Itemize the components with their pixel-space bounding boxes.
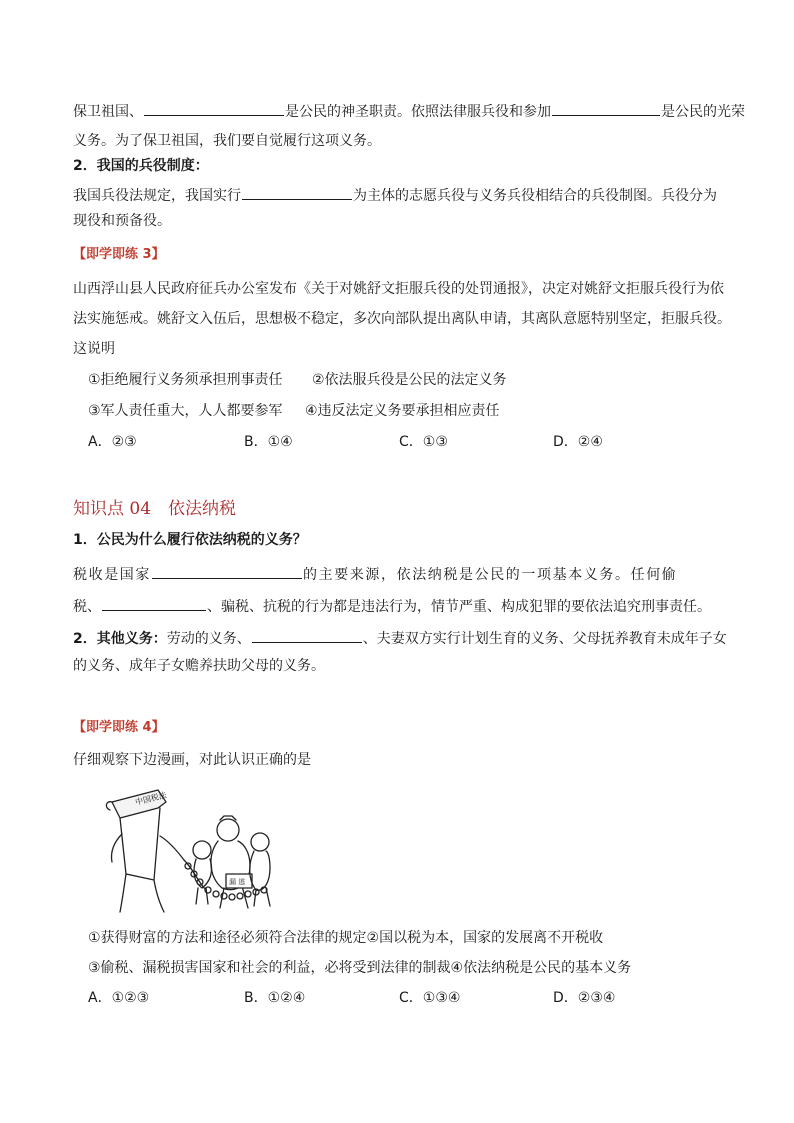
fill-blank[interactable] <box>552 100 660 116</box>
text: 税收是国家 <box>73 567 151 583</box>
question-stem: 法实施惩戒。姚舒文入伍后，思想极不稳定，多次向部队提出离队申请，其离队意愿特别坚定，拒服兵役。 <box>73 311 731 327</box>
military-line-2: 现役和预备役。 <box>73 213 171 229</box>
text: 税、 <box>73 599 101 615</box>
cartoon-tax-law-illustration <box>98 778 304 918</box>
fill-blank[interactable] <box>102 595 206 611</box>
choice-a[interactable]: A．②③ <box>88 434 137 450</box>
text: 为主体的志愿兵役与义务兵役相结合的兵役制图。兵役分为 <box>353 188 717 204</box>
statement: ③偷税、漏税损害国家和社会的利益，必将受到法律的制裁④依法纳税是公民的基本义务 <box>88 960 632 976</box>
choice-d[interactable]: D．②④ <box>553 434 603 450</box>
military-line-1 <box>73 184 723 206</box>
section-heading: 1．公民为什么履行依法纳税的义务？ <box>73 532 307 548</box>
statement: ②依法服兵役是公民的法定义务 <box>312 372 507 388</box>
tax-line-2 <box>73 595 723 617</box>
question-stem: 仔细观察下边漫画，对此认识正确的是 <box>73 752 311 768</box>
section-heading: 2．我国的兵役制度： <box>73 158 209 174</box>
tax-line-1 <box>73 563 723 585</box>
knowledge-point-title: 知识点 04 依法纳税 <box>73 499 237 519</box>
text: 劳动的义务、 <box>166 631 251 647</box>
choice-b[interactable]: B．①②④ <box>244 990 306 1006</box>
other-duties-line-2: 的义务、成年子女赡养扶助父母的义务。 <box>73 658 325 674</box>
text: 、夫妻双方实行计划生育的义务、父母抚养教育未成年子女 <box>362 631 727 647</box>
fill-blank[interactable] <box>242 184 352 200</box>
fill-blank[interactable] <box>144 100 284 116</box>
other-duties-line <box>73 627 727 649</box>
duty-line-2: 义务。为了保卫祖国，我们要自觉履行这项义务。 <box>73 133 381 149</box>
text: 、骗税、抗税的行为都是违法行为，情节严重、构成犯罪的要依法追究刑事责任。 <box>207 599 711 615</box>
statement: ④违反法定义务要承担相应责任 <box>305 403 500 419</box>
fill-blank[interactable] <box>152 563 302 579</box>
statement: ③军人责任重大，人人都要参军 <box>88 403 283 419</box>
statement: ①拒绝履行义务须承担刑事责任 <box>88 372 283 388</box>
text: 的主要来源，依法纳税是公民的一项基本义务。任何偷 <box>303 567 678 583</box>
choice-c[interactable]: C．①③④ <box>399 990 461 1006</box>
practice-tag: 【即学即练 3】 <box>73 247 165 262</box>
comic-sign-text: 漏 逃 <box>229 878 246 886</box>
text: 是公民的神圣职责。依照法律服兵役和参加 <box>285 104 551 120</box>
question-stem: 这说明 <box>73 341 115 357</box>
choice-b[interactable]: B．①④ <box>244 434 293 450</box>
question-stem: 山西浮山县人民政府征兵办公室发布《关于对姚舒文拒服兵役的处罚通报》，决定对姚舒文拒服兵役行为依 <box>73 281 724 297</box>
choice-d[interactable]: D．②③④ <box>553 990 616 1006</box>
fill-blank[interactable] <box>252 627 362 643</box>
choice-a[interactable]: A．①②③ <box>88 990 150 1006</box>
text: 是公民的光荣 <box>661 104 745 120</box>
practice-tag: 【即学即练 4】 <box>73 720 165 735</box>
text: 我国兵役法规定，我国实行 <box>73 188 241 204</box>
choice-c[interactable]: C．①③ <box>399 434 448 450</box>
statement: ①获得财富的方法和途径必须符合法律的规定②国以税为本，国家的发展离不开税收 <box>88 930 604 946</box>
text: 保卫祖国、 <box>73 104 143 120</box>
comic-scroll-text: 中国税法 <box>134 790 168 807</box>
label: 2．其他义务： <box>73 631 167 647</box>
duty-line-1 <box>73 100 745 122</box>
